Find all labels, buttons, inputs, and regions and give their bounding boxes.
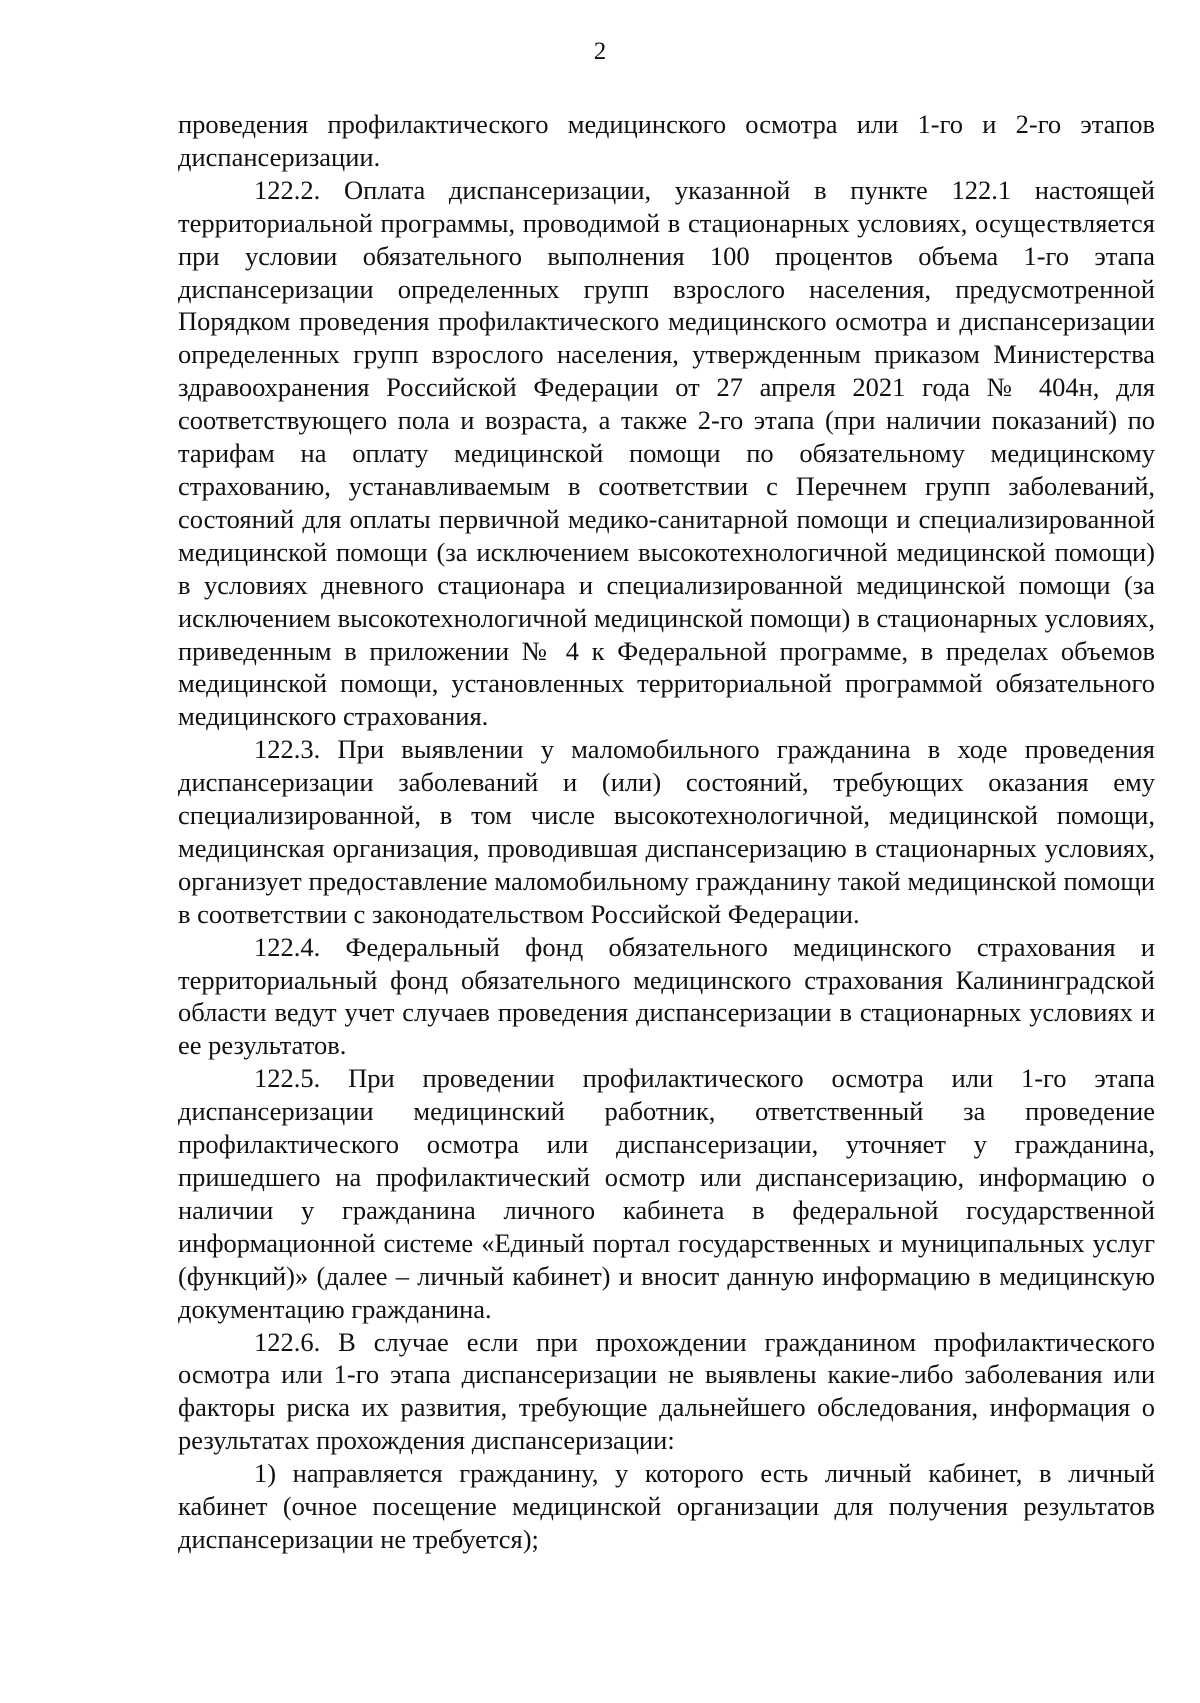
page-number: 2 — [593, 38, 607, 65]
paragraph-122-3: 122.3. При выявлении у маломобильного гражданина в ходе проведения диспансеризации заболеваний и (или) состояний, требующих оказания ему специализированной, в том числе высокотехнологичной, медицинской помощи, медицинская организация, проводившая диспансеризацию в стационарных условиях, организует предоставление маломобильному гражданину такой медицинской помощи в соответствии с законодательством Российской Федерации. — [178, 734, 1155, 929]
paragraph-122-6: 122.6. В случае если при прохождении гражданином профилактического осмотра или 1-го этапа диспансеризации не выявлены какие-либо заболевания или факторы риска их развития, требующие дальнейшего обследования, информация о результатах прохождения диспансеризации: — [178, 1326, 1155, 1456]
paragraph-122-2: 122.2. Оплата диспансеризации, указанной в пункте 122.1 настоящей территориальной программы, проводимой в стационарных условиях, осуществляется при условии обязательного выполнения 100 процентов объема 1-го этапа диспансеризации определенных групп взрослого населения, предусмотренной Порядком проведения профилактического медицинского осмотра и диспансеризации определенных групп взрослого населения, утвержденным приказом Министерства здравоохранения Российской Федерации от 27 апреля 2021 года № 404н, для соответствующего пола и возраста, а также 2-го этапа (при наличии показаний) по тарифам на оплату медицинской помощи по обязательному медицинскому страхованию, устанавливаемым в соответствии с Перечнем групп заболеваний, состояний для оплаты первичной медико-санитарной помощи и специализированной медицинской помощи (за исключением высокотехнологичной медицинской помощи) в условиях дневного стационара и специализированной медицинской помощи (за исключением высокотехнологичной медицинской помощи) в стационарных условиях, приведенным в приложении № 4 к Федеральной программе, в пределах объемов медицинской помощи, установленных территориальной программой обязательного медицинского страхования. — [178, 174, 1155, 732]
paragraph-continuation: проведения профилактического медицинского осмотра или 1-го и 2-го этапов диспансеризации. — [178, 109, 1155, 172]
document-body — [178, 108, 1155, 1556]
paragraph-122-4: 122.4. Федеральный фонд обязательного медицинского страхования и территориальный фонд обязательного медицинского страхования Калининградской области ведут учет случаев проведения диспансеризации в стационарных условиях и ее результатов. — [178, 931, 1155, 1061]
list-item-1: 1) направляется гражданину, у которого есть личный кабинет, в личный кабинет (очное посещение медицинской организации для получения результатов диспансеризации не требуется); — [178, 1458, 1155, 1554]
paragraph-122-5: 122.5. При проведении профилактического осмотра или 1-го этапа диспансеризации медицинский работник, ответственный за проведение профилактического осмотра или диспансеризации, уточняет у гражданина, пришедшего на профилактический осмотр или диспансеризацию, информацию о наличии у гражданина личного кабинета в федеральной государственной информационной системе «Единый портал государственных и муниципальных услуг (функций)» (далее – личный кабинет) и вносит данную информацию в медицинскую документацию гражданина. — [178, 1063, 1155, 1324]
